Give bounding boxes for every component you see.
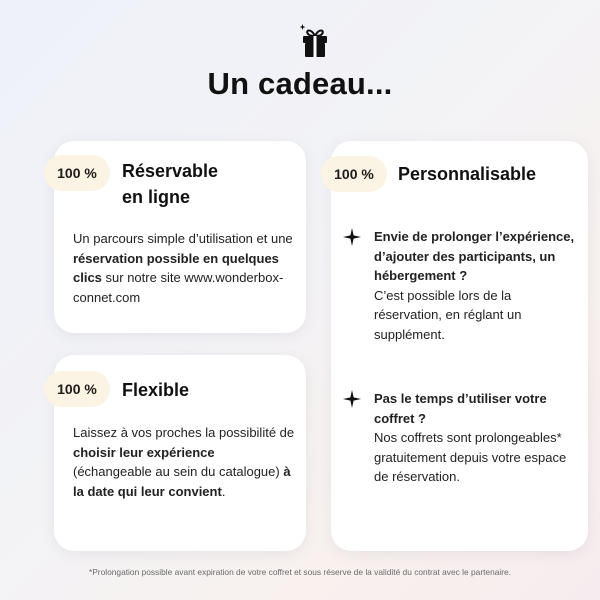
card-title-line1: Réservable <box>122 161 219 181</box>
desc-text: Laissez à vos proches la possibilité de <box>73 425 295 440</box>
desc-text: Un parcours simple d’utilisation et une <box>73 231 293 246</box>
sparkle-icon <box>343 228 361 246</box>
card-description <box>73 229 293 307</box>
card-title: Personnalisable <box>398 164 537 184</box>
gift-icon <box>300 24 330 58</box>
feature-bold: Pas le temps d’utiliser votre coffret ? <box>374 391 547 426</box>
sparkle-icon <box>343 390 361 408</box>
percent-badge: 100 % <box>321 156 387 192</box>
card-custom <box>331 141 588 551</box>
feature-text <box>374 389 579 487</box>
card-title: Flexible <box>122 380 190 400</box>
card-flexible <box>54 355 306 551</box>
desc-text: (échangeable au sein du catalogue) <box>73 464 284 479</box>
percent-badge: 100 % <box>44 155 110 191</box>
card-title-line2: en ligne <box>122 187 191 207</box>
feature-desc: Nos coffrets sont prolongeables* gratuitement depuis votre espace de réservation. <box>374 430 567 484</box>
desc-bold: réservation possible en quelques clics <box>73 250 279 285</box>
card-booking <box>54 141 306 333</box>
feature-text <box>374 227 579 344</box>
percent-badge: 100 % <box>44 371 110 407</box>
feature-bold: Envie de prolonger l’expérience, d’ajouter des participants, un hébergement ? <box>374 229 575 283</box>
desc-bold: à la date qui leur convient <box>73 464 291 499</box>
feature-desc: C’est possible lors de la réservation, en réglant un supplément. <box>374 287 522 342</box>
desc-bold: choisir leur expérience <box>73 444 215 460</box>
card-title <box>122 158 292 210</box>
card-description <box>73 423 295 501</box>
footnote: *Prolongation possible avant expiration de votre coffret et sous réserve de la validité du contrat avec le partenaire. <box>88 567 512 577</box>
page-title: Un cadeau... <box>207 66 393 101</box>
desc-text: sur notre site www.wonderbox-connet.com <box>73 270 284 305</box>
desc-text: . <box>221 483 226 499</box>
